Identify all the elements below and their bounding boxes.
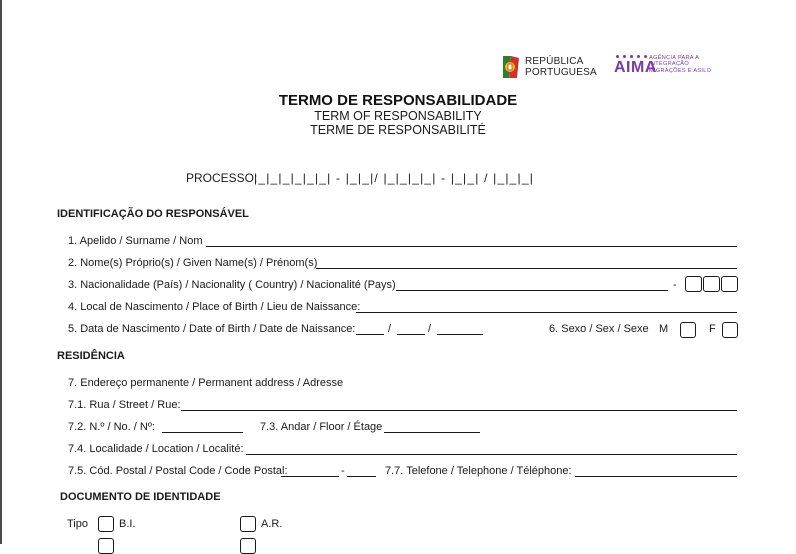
sex-m-checkbox[interactable] bbox=[680, 322, 696, 338]
locality-label: 7.4. Localidade / Location / Localité: bbox=[68, 443, 244, 455]
document-title-fr: TERME DE RESPONSABILITÉ bbox=[310, 123, 486, 137]
aima-subtitle: AGÊNCIA PARA A INTEGRAÇÃO MIGRAÇÕES E ASILO bbox=[649, 55, 712, 74]
document-title-en: TERM OF RESPONSABILITY bbox=[314, 109, 482, 123]
nationality-field[interactable] bbox=[396, 290, 668, 291]
section-identificacao: IDENTIFICAÇÃO DO RESPONSÁVEL bbox=[57, 208, 249, 220]
surname-label: 1. Apelido / Surname / Nom bbox=[68, 235, 203, 247]
bi-label: B.I. bbox=[119, 518, 136, 530]
processo-label: PROCESSO: bbox=[186, 171, 258, 185]
birth-date-day-field[interactable] bbox=[356, 334, 384, 335]
ar-label: A.R. bbox=[261, 518, 283, 530]
document-title: TERMO DE RESPONSABILIDADE bbox=[278, 92, 518, 109]
republica-portuguesa-text: REPÚBLICA PORTUGUESA bbox=[525, 56, 597, 78]
section-residencia: RESIDÊNCIA bbox=[57, 350, 125, 362]
nationality-code-box-2[interactable] bbox=[703, 276, 720, 292]
page-left-border bbox=[0, 0, 2, 544]
floor-field[interactable] bbox=[384, 432, 480, 433]
portugal-flag-icon bbox=[500, 54, 522, 80]
telephone-field[interactable] bbox=[575, 476, 737, 477]
given-name-label: 2. Nome(s) Próprio(s) / Given Name(s) / Prénom(s) bbox=[68, 257, 318, 269]
birth-place-field[interactable] bbox=[356, 312, 737, 313]
birth-place-label: 4. Local de Nascimento / Place of Birth / Lieu de Naissance: bbox=[68, 301, 361, 313]
birth-date-month-field[interactable] bbox=[397, 334, 425, 335]
surname-field[interactable] bbox=[206, 246, 737, 247]
ar-checkbox[interactable] bbox=[240, 516, 256, 532]
sex-m-label: M bbox=[659, 323, 669, 335]
sex-f-label: F bbox=[709, 323, 716, 335]
floor-label: 7.3. Andar / Floor / Étage bbox=[260, 421, 383, 433]
aima-wordmark: AIMA bbox=[614, 59, 657, 76]
bi-checkbox[interactable] bbox=[98, 516, 114, 532]
postal-code-field-2[interactable] bbox=[347, 476, 376, 477]
aima-logo bbox=[613, 53, 733, 83]
birth-date-label: 5. Data de Nascimento / Date of Birth / Date de Naissance: bbox=[68, 323, 356, 335]
document-option-checkbox-4[interactable] bbox=[240, 538, 256, 554]
document-type-label: Tipo bbox=[67, 518, 88, 530]
processo-number-field[interactable]: |_|_|_|_|_|_| - |_|_|/ |_|_|_|_| - |_|_| / |_|_|_| bbox=[254, 171, 535, 185]
nationality-label: 3. Nacionalidade (País) / Nacionality ( Country) / Nacionalité (Pays) bbox=[68, 279, 396, 291]
postal-code-field-1[interactable] bbox=[281, 476, 339, 477]
telephone-label: 7.7. Telefone / Telephone / Téléphone: bbox=[385, 465, 572, 477]
given-name-field[interactable] bbox=[316, 268, 737, 269]
nationality-code-box-1[interactable] bbox=[685, 276, 702, 292]
number-field[interactable] bbox=[162, 432, 243, 433]
birth-date-sep-1: / bbox=[388, 323, 392, 335]
nationality-code-box-3[interactable] bbox=[721, 276, 738, 292]
postal-code-dash: - bbox=[341, 465, 345, 477]
permanent-address-label: 7. Endereço permanente / Permanent address / Adresse bbox=[68, 377, 344, 389]
section-documento: DOCUMENTO DE IDENTIDADE bbox=[60, 491, 221, 503]
sex-label: 6. Sexo / Sex / Sexe bbox=[549, 323, 649, 335]
nationality-dash: - bbox=[673, 279, 677, 291]
birth-date-year-field[interactable] bbox=[437, 334, 483, 335]
document-option-checkbox-3[interactable] bbox=[98, 538, 114, 554]
street-label: 7.1. Rua / Street / Rue: bbox=[68, 399, 181, 411]
street-field[interactable] bbox=[181, 410, 737, 411]
republica-portuguesa-logo bbox=[500, 54, 600, 82]
locality-field[interactable] bbox=[246, 454, 737, 455]
sex-f-checkbox[interactable] bbox=[722, 322, 738, 338]
birth-date-sep-2: / bbox=[428, 323, 432, 335]
postal-code-label: 7.5. Cód. Postal / Postal Code / Code Postal: bbox=[68, 465, 288, 477]
number-label: 7.2. N.º / No. / Nº: bbox=[68, 421, 155, 433]
